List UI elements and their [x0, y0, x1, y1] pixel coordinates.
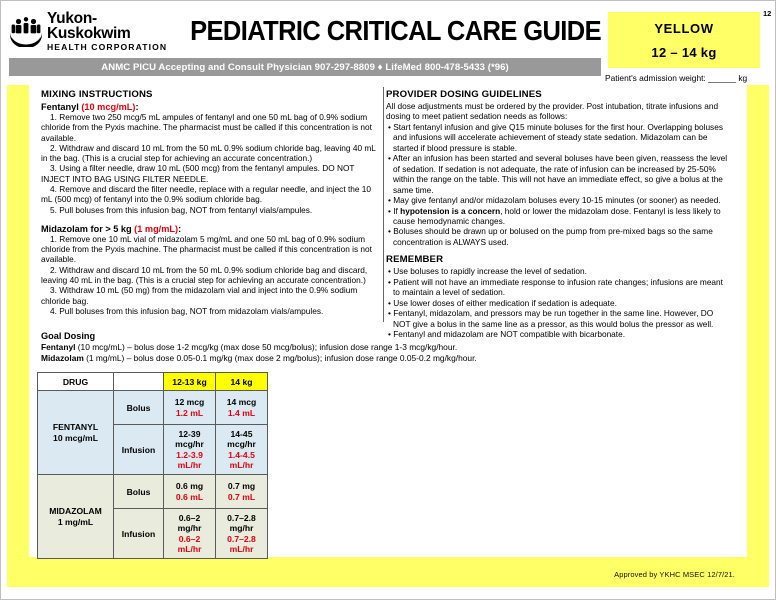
fentanyl-step: 3. Using a filter needle, draw 10 mL (500 mcg) from the fentanyl ampules. DO NOT INJECT INTO BAG USING FILTER NEEDLE. [41, 163, 355, 184]
provider-bullet: • After an infusion has been started and several boluses have been given, reassess the level of sedation. If sedation is not adequate, the rate of infusion can be increased by 25-50% within the range on the table. This will not have an immediate effect, so give a bolus at the same time. [388, 153, 728, 195]
dose-table [37, 372, 268, 559]
page-title: PEDIATRIC CRITICAL CARE GUIDE [190, 15, 601, 46]
goal-fentanyl-detail: (10 mcg/mL) – bolus dose 1-2 mcg/kg (max dose 50 mcg/bolus); infusion dose range 1-3 mcg/kg/hour. [75, 342, 458, 352]
midazolam-step: 3. Withdraw 10 mL (50 mg) from the midazolam vial and inject into the 0.9% sodium chloride bag. [41, 285, 358, 306]
fentanyl-step: 1. Remove two 250 mcg/5 mL ampules of fentanyl and one 50 mL bag of 0.9% sodium chloride from the Pyxis machine. The pharmacist must be called if this concentration is not available. [41, 112, 372, 143]
remember-bullet: • Fentanyl and midazolam are NOT compatible with bicarbonate. [388, 329, 626, 340]
midazolam-bolus-14kg [216, 475, 268, 509]
midazolam-mix-concentration: (1 mg/mL) [134, 223, 179, 234]
fentanyl-bolus-12-13kg-volume: 1.2 mL [175, 407, 204, 418]
fentanyl-bolus-14kg [216, 391, 268, 425]
goal-dosing-midazolam [41, 353, 511, 364]
hypotension-post: , hold or lower the midazolam dose. Fentanyl is less likely to cause hemodynamic changes. [393, 205, 721, 226]
remember-bullet: • Fentanyl, midazolam, and pressors may be run together in the same line. However, DO NOT give a bolus in the same line as a pressor, as this would bolus the pressor as well. [388, 308, 714, 329]
provider-dosing-column [386, 89, 731, 340]
fentanyl-step: 2. Withdraw and discard 10 mL from the 50 mL 0.9% sodium chloride bag, leaving 40 mL in the bag. (This is a crucial step for achieving an accurate concentration.) [41, 142, 376, 164]
midazolam-infusion-14kg-rate: 0.7–2.8 [227, 533, 256, 544]
midazolam-concentration: 1 mg/mL [57, 516, 94, 527]
drug-cell-midazolam [38, 475, 114, 559]
drug-cell-fentanyl [38, 391, 114, 475]
midazolam-infusion-14kg [216, 509, 268, 559]
midazolam-mix-name: Midazolam for > 5 kg [41, 223, 135, 234]
remember-bullet: • Use boluses to rapidly increase the level of sedation. [388, 266, 587, 277]
col-header-route [114, 373, 164, 391]
consult-contact-text: ANMC PICU Accepting and Consult Physician 907-297-8809 ♦ LifeMed 800-478-5433 (*96) [101, 61, 509, 73]
provider-hypotension-bullet [386, 206, 731, 227]
midazolam-bolus-12-13kg [164, 475, 216, 509]
logo-org-subtitle: HEALTH CORPORATION [47, 41, 168, 52]
col-header-weight-1: 12-13 kg [164, 373, 216, 391]
fentanyl-infusion-12-13kg-rate-unit: mL/hr [177, 459, 202, 470]
midazolam-name: MIDAZOLAM [49, 505, 102, 516]
fentanyl-infusion-14kg-rate-unit: mL/hr [229, 459, 254, 470]
midazolam-step: 2. Withdraw and discard 10 mL from the 50 mL 0.9% sodium chloride bag and discard, leaving 40 mL in the bag. (This is a crucial step for achieving an accurate concentration.) [41, 264, 368, 285]
goal-midazolam-detail: (1 mg/mL) – bolus dose 0.05-0.1 mg/kg (max dose 2 mg/bolus); infusion dose range 0.05-0.2 mg/kg/hour. [83, 352, 477, 363]
table-header-row [38, 373, 268, 391]
midazolam-infusion-14kg-rate-unit: mL/hr [229, 543, 254, 554]
provider-bullet: • Start fentanyl infusion and give Q15 minute boluses for the first hour. Overlapping boluses and infusions will accelerate achievement of steady state sedation. Midazolam can be started if blood pressure is stable. [388, 121, 723, 153]
hypotension-emphasis: hypotension is a concern [400, 205, 501, 216]
fentanyl-concentration: 10 mcg/mL [53, 432, 98, 443]
table-row [38, 391, 268, 425]
fentanyl-infusion-14kg [216, 425, 268, 475]
ykhc-logo-icon [9, 15, 43, 47]
provider-intro: All dose adjustments must be ordered by the provider. Post intubation, titrate infusions and dosing to meet patient sedation needs as follows: [386, 101, 719, 122]
fentanyl-mix-name: Fentanyl [41, 102, 82, 112]
fentanyl-infusion-12-13kg-dose-unit: mcg/hr [175, 439, 204, 450]
column-divider [383, 87, 384, 322]
midazolam-infusion-12-13kg [164, 509, 216, 559]
table-row [38, 475, 268, 509]
goal-dosing-fentanyl [41, 342, 511, 353]
right-yellow-band [747, 85, 769, 563]
remember-heading: REMEMBER [386, 254, 444, 266]
col-header-drug: DRUG [38, 373, 114, 391]
goal-midazolam-name: Midazolam [41, 352, 84, 363]
fentanyl-infusion-14kg-rate: 1.4-4.5 [228, 449, 255, 460]
fentanyl-infusion-14kg-dose-unit: mcg/hr [227, 439, 256, 450]
weight-band-box [608, 12, 760, 68]
fentanyl-infusion-14kg-dose: 14-45 [230, 428, 253, 439]
fentanyl-infusion-12-13kg [164, 425, 216, 475]
midazolam-infusion-12-13kg-rate-unit: mL/hr [177, 543, 202, 554]
remember-bullet: • Use lower doses of either medication if sedation is adequate. [388, 297, 617, 308]
midazolam-step: 4. Pull boluses from this infusion bag, NOT from midazolam vials/ampules. [50, 305, 324, 316]
logo-wordmark [47, 11, 178, 52]
weight-band-range: 12 – 14 kg [651, 44, 717, 60]
route-cell-fentanyl-bolus: Bolus [114, 391, 164, 425]
fentanyl-mix-colon: : [135, 102, 139, 112]
provider-bullet: • May give fentanyl and/or midazolam boluses every 10-15 minutes (or sooner) as needed. [388, 195, 721, 206]
header-branding [9, 9, 601, 53]
fentanyl-mix-steps [41, 112, 381, 215]
midazolam-infusion-12-13kg-dose-unit: mg/hr [177, 523, 202, 534]
midazolam-step: 1. Remove one 10 mL vial of midazolam 5 mg/mL and one 50 mL bag of 0.9% sodium chloride from the Pyxis machine. The pharmacist must be called if this concentration is not available. [41, 233, 372, 265]
midazolam-mix-title [41, 224, 381, 234]
fentanyl-bolus-12-13kg-dose: 12 mcg [174, 397, 205, 408]
route-cell-midazolam-bolus: Bolus [114, 475, 164, 509]
left-yellow-band [7, 85, 29, 563]
mixing-instructions-heading: MIXING INSTRUCTIONS [41, 89, 153, 100]
fentanyl-step: 4. Remove and discard the filter needle, replace with a regular needle, and inject the 10 mL (500 mcg) of fentanyl into the 0.9% sodium chloride bag. [41, 183, 372, 205]
weight-band-color: YELLOW [654, 20, 714, 36]
remember-bullet: • Patient will not have an immediate response to infusion rate changes; infusions are meant to maintain a level of sedation. [388, 276, 723, 298]
fentanyl-bolus-14kg-volume: 1.4 mL [227, 407, 256, 418]
route-cell-fentanyl-infusion: Infusion [114, 425, 164, 475]
fentanyl-step: 5. Pull boluses from this infusion bag, NOT from fentanyl vials/ampules. [50, 204, 313, 215]
fentanyl-infusion-12-13kg-dose: 12-39 [178, 428, 201, 439]
mixing-instructions-column [41, 89, 381, 316]
fentanyl-bolus-14kg-dose: 14 mcg [226, 397, 257, 408]
col-header-weight-2: 14 kg [216, 373, 268, 391]
route-cell-midazolam-infusion: Infusion [114, 509, 164, 559]
goal-dosing-section [41, 331, 511, 364]
provider-dosing-heading: PROVIDER DOSING GUIDELINES [386, 89, 542, 100]
fentanyl-infusion-12-13kg-rate: 1.2-3.9 [176, 449, 203, 460]
provider-bullet: • Boluses should be drawn up or bolused on the pump from pre-mixed bags so the same concentration is ALWAYS used. [388, 226, 713, 247]
admission-weight-label: Patient's admission weight: ______ kg [605, 73, 748, 83]
goal-dosing-heading: Goal Dosing [41, 331, 96, 341]
midazolam-bolus-14kg-dose: 0.7 mg [227, 481, 256, 492]
fentanyl-name: FENTANYL [52, 421, 99, 432]
fentanyl-mix-title [41, 102, 381, 112]
midazolam-bolus-12-13kg-volume: 0.6 mL [175, 491, 204, 502]
page-number: 12 [763, 9, 772, 18]
midazolam-mix-colon: : [178, 223, 182, 234]
hypotension-pre: • If [388, 205, 401, 216]
admission-weight-field[interactable] [605, 73, 747, 83]
midazolam-infusion-14kg-dose: 0.7–2.8 [227, 512, 256, 523]
goal-fentanyl-name: Fentanyl [41, 342, 76, 352]
midazolam-infusion-14kg-dose-unit: mg/hr [229, 523, 254, 534]
fentanyl-bolus-12-13kg [164, 391, 216, 425]
consult-contact-bar [9, 58, 601, 76]
logo-org-name: Yukon-Kuskokwim [47, 9, 131, 43]
midazolam-bolus-12-13kg-dose: 0.6 mg [175, 481, 204, 492]
fentanyl-mix-concentration: (10 mcg/mL) [81, 102, 136, 112]
midazolam-infusion-12-13kg-rate: 0.6–2 [178, 533, 201, 544]
midazolam-bolus-14kg-volume: 0.7 mL [227, 491, 256, 502]
midazolam-infusion-12-13kg-dose: 0.6–2 [178, 512, 201, 523]
midazolam-mix-steps [41, 234, 381, 316]
approval-footer: Approved by YKHC MSEC 12/7/21. [614, 570, 735, 579]
